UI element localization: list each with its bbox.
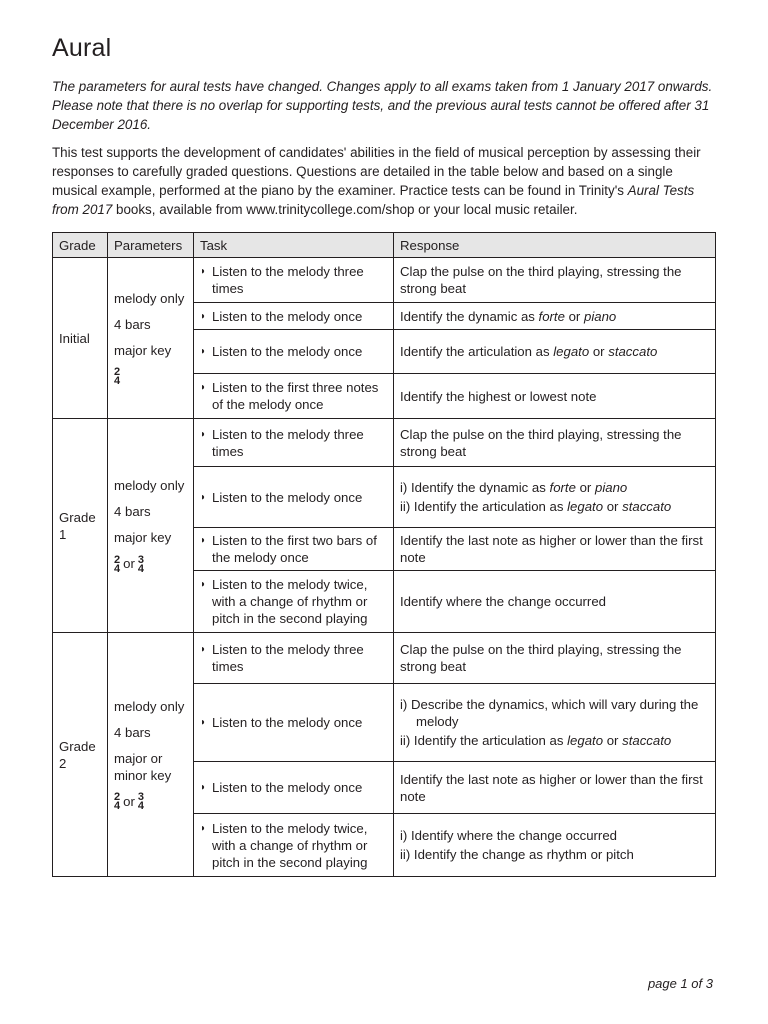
response-cell <box>394 684 716 762</box>
response-cell <box>394 762 716 814</box>
header-task: Task <box>194 233 394 258</box>
time-signature: 2 4 <box>114 791 121 813</box>
bullet-icon: ◗ <box>200 310 207 322</box>
task-text: Listen to the melody once <box>212 489 363 505</box>
response-text: Identify the articulation as legato or staccato <box>400 344 658 359</box>
task-cell <box>194 762 394 814</box>
response-cell <box>394 528 716 571</box>
response-cell <box>394 633 716 684</box>
response-cell <box>394 467 716 528</box>
response-cell <box>394 303 716 330</box>
parameter-item: 4 bars <box>114 724 151 740</box>
task-text: Listen to the melody once <box>212 344 363 359</box>
time-signature: 3 4 <box>137 553 144 575</box>
time-signatures <box>114 368 187 387</box>
parameters-cell <box>108 633 194 877</box>
bullet-icon: ◗ <box>200 782 207 793</box>
task-cell <box>194 303 394 330</box>
task-cell <box>194 528 394 571</box>
table-row <box>53 258 716 303</box>
response-text: Clap the pulse on the third playing, stressing the strong beat <box>400 264 682 296</box>
task-cell <box>194 684 394 762</box>
parameter-item: major key <box>114 530 172 546</box>
response-text: Identify the dynamic as forte or piano <box>400 308 617 324</box>
or-text: or <box>123 556 135 572</box>
response-cell <box>394 330 716 374</box>
response-cell <box>394 258 716 303</box>
bullet-icon: ◗ <box>200 822 207 834</box>
time-signatures <box>114 555 187 574</box>
task-text: Listen to the melody three times <box>212 426 364 459</box>
task-text: Listen to the melody twice, with a change of rhythm or pitch in the second playing <box>212 820 368 870</box>
table-header-row <box>53 233 716 258</box>
response-cell <box>394 814 716 877</box>
body-paragraph: This test supports the development of candidates' abilities in the field of musical perception by assessing their responses to carefully graded questions. Questions are detailed in the table below and based on a single musical example, performed at the piano by the examiner. Practice tests can be found in Trinity's Aural Tests from 2017 books, available from www.trinitycollege.com/shop or your local music retailer. <box>52 145 701 217</box>
task-text: Listen to the melody three times <box>212 264 364 296</box>
grade-cell: Initial <box>53 258 108 419</box>
page-content <box>52 34 716 877</box>
response-text: Identify the last note as higher or lower than the first note <box>400 771 703 804</box>
parameter-item: major key <box>114 342 172 358</box>
parameter-item: melody only <box>114 478 185 494</box>
time-signature: 2 4 <box>114 553 121 575</box>
time-signature: 3 4 <box>137 791 144 813</box>
parameter-item: melody only <box>114 698 185 714</box>
task-cell <box>194 633 394 684</box>
bullet-icon: ◗ <box>200 644 207 655</box>
or-text: or <box>123 793 135 809</box>
parameter-item: 4 bars <box>114 316 151 332</box>
response-text: ii) Identify the articulation as legato or staccato <box>400 733 672 748</box>
response-text: i) Describe the dynamics, which will vary during the melody <box>400 697 699 729</box>
response-text: Identify the last note as higher or lower than the first note <box>400 533 703 565</box>
page-title: Aural <box>52 34 112 62</box>
parameter-item: 4 bars <box>114 504 151 520</box>
page-number: page 1 of 3 <box>647 976 713 991</box>
task-cell <box>194 258 394 303</box>
task-text: Listen to the melody once <box>212 715 363 730</box>
response-text: ii) Identify the change as rhythm or pitch <box>400 847 634 862</box>
table-row <box>53 419 716 467</box>
response-text: i) Identify the dynamic as forte or piano <box>400 480 628 495</box>
table-body <box>53 258 716 877</box>
bullet-icon: ◗ <box>200 382 207 393</box>
task-cell <box>194 419 394 467</box>
task-text: Listen to the melody three times <box>212 642 364 674</box>
time-signatures <box>114 793 187 812</box>
parameter-item: melody only <box>114 290 185 306</box>
task-text: Listen to the first two bars of the melody once <box>212 533 377 565</box>
bullet-icon: ◗ <box>200 491 207 503</box>
bullet-icon: ◗ <box>200 717 207 728</box>
response-cell <box>394 571 716 633</box>
response-text: Identify the highest or lowest note <box>400 388 597 404</box>
response-text: ii) Identify the articulation as legato or staccato <box>400 499 672 514</box>
response-text: Identify where the change occurred <box>400 594 606 609</box>
task-cell <box>194 467 394 528</box>
task-text: Listen to the first three notes of the melody once <box>212 380 379 412</box>
response-cell <box>394 374 716 419</box>
parameters-cell <box>108 419 194 633</box>
header-response: Response <box>394 233 716 258</box>
bullet-icon: ◗ <box>200 346 207 357</box>
parameters-cell <box>108 258 194 419</box>
table-row <box>53 633 716 684</box>
header-grade: Grade <box>53 233 108 258</box>
response-cell <box>394 419 716 467</box>
response-text: Clap the pulse on the third playing, stressing the strong beat <box>400 426 682 459</box>
task-cell <box>194 571 394 633</box>
task-cell <box>194 814 394 877</box>
bullet-icon: ◗ <box>200 428 207 440</box>
response-text: Clap the pulse on the third playing, stressing the strong beat <box>400 642 682 674</box>
task-cell <box>194 374 394 419</box>
bullet-icon: ◗ <box>200 266 207 277</box>
task-text: Listen to the melody once <box>212 780 363 795</box>
book-title: Aural Tests from 2017 <box>52 183 695 217</box>
header-parameters: Parameters <box>108 233 194 258</box>
aural-table <box>52 232 716 877</box>
time-signature: 2 4 <box>114 366 121 388</box>
parameter-item: major or minor key <box>114 750 172 783</box>
bullet-icon: ◗ <box>200 535 207 546</box>
grade-cell: Grade 1 <box>53 419 108 633</box>
task-text: Listen to the melody twice, with a change of rhythm or pitch in the second playing <box>212 577 368 626</box>
task-text: Listen to the melody once <box>212 308 363 324</box>
bullet-icon: ◗ <box>200 579 207 590</box>
grade-cell: Grade 2 <box>53 633 108 877</box>
intro-paragraph: The parameters for aural tests have changed. Changes apply to all exams taken from 1 January 2017 onwards. Please note that there is no overlap for supporting tests, and the previous aural tests cannot be offered after 31 December 2016. <box>52 79 713 132</box>
task-cell <box>194 330 394 374</box>
response-text: i) Identify where the change occurred <box>400 828 617 843</box>
